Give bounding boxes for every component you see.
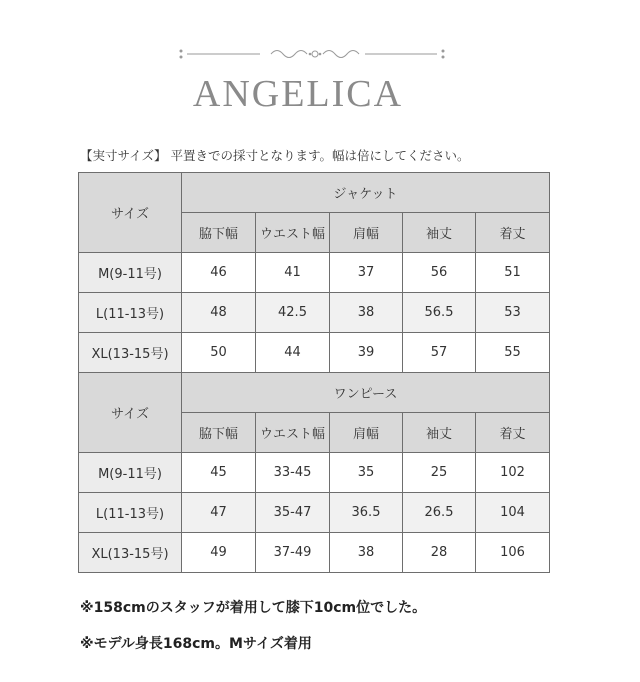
cell-value: 46 [182, 253, 256, 293]
size-header: サイズ [79, 173, 182, 253]
cell-value: 28 [403, 533, 476, 573]
col-header-underarm: 脇下幅 [182, 413, 256, 453]
cell-value: 33-45 [256, 453, 330, 493]
cell-value: 45 [182, 453, 256, 493]
group-header-onepiece: ワンピース [182, 373, 550, 413]
cell-value: 38 [330, 293, 403, 333]
table-row [79, 493, 550, 533]
brand-title: ANGELICA [192, 73, 404, 115]
row-size-label: L(11-13号) [79, 493, 182, 533]
col-header-length: 着丈 [476, 413, 550, 453]
group-header-jacket: ジャケット [182, 173, 550, 213]
cell-value: 56 [403, 253, 476, 293]
table-row [79, 333, 550, 373]
row-size-label: L(11-13号) [79, 293, 182, 333]
table-row [79, 253, 550, 293]
onepiece-size-table [78, 372, 550, 573]
cell-value: 55 [476, 333, 550, 373]
cell-value: 26.5 [403, 493, 476, 533]
row-size-label: M(9-11号) [79, 453, 182, 493]
cell-value: 36.5 [330, 493, 403, 533]
decorative-ornament [175, 44, 455, 64]
cell-value: 35-47 [256, 493, 330, 533]
cell-value: 53 [476, 293, 550, 333]
jacket-size-table [78, 172, 550, 373]
table-row [79, 533, 550, 573]
cell-value: 102 [476, 453, 550, 493]
cell-value: 37-49 [256, 533, 330, 573]
table-row [79, 453, 550, 493]
cell-value: 35 [330, 453, 403, 493]
cell-value: 56.5 [403, 293, 476, 333]
cell-value: 39 [330, 333, 403, 373]
cell-value: 42.5 [256, 293, 330, 333]
col-header-sleeve: 袖丈 [403, 213, 476, 253]
cell-value: 44 [256, 333, 330, 373]
row-size-label: XL(13-15号) [79, 533, 182, 573]
col-header-shoulder: 肩幅 [330, 413, 403, 453]
cell-value: 49 [182, 533, 256, 573]
row-size-label: XL(13-15号) [79, 333, 182, 373]
col-header-length: 着丈 [476, 213, 550, 253]
cell-value: 25 [403, 453, 476, 493]
cell-value: 47 [182, 493, 256, 533]
cell-value: 104 [476, 493, 550, 533]
col-header-waist: ウエスト幅 [256, 413, 330, 453]
measurement-note: 【実寸サイズ】 平置きでの採寸となります。幅は倍にしてください。 [80, 148, 470, 163]
cell-value: 41 [256, 253, 330, 293]
col-header-shoulder: 肩幅 [330, 213, 403, 253]
cell-value: 37 [330, 253, 403, 293]
row-size-label: M(9-11号) [79, 253, 182, 293]
cell-value: 57 [403, 333, 476, 373]
col-header-underarm: 脇下幅 [182, 213, 256, 253]
table-row [79, 293, 550, 333]
footnote-staff: ※158cmのスタッフが着用して膝下10cm位でした。 [80, 600, 427, 616]
cell-value: 38 [330, 533, 403, 573]
cell-value: 106 [476, 533, 550, 573]
footnote-model: ※モデル身長168cm。Mサイズ着用 [80, 636, 312, 652]
cell-value: 51 [476, 253, 550, 293]
col-header-sleeve: 袖丈 [403, 413, 476, 453]
cell-value: 48 [182, 293, 256, 333]
size-header: サイズ [79, 373, 182, 453]
cell-value: 50 [182, 333, 256, 373]
col-header-waist: ウエスト幅 [256, 213, 330, 253]
